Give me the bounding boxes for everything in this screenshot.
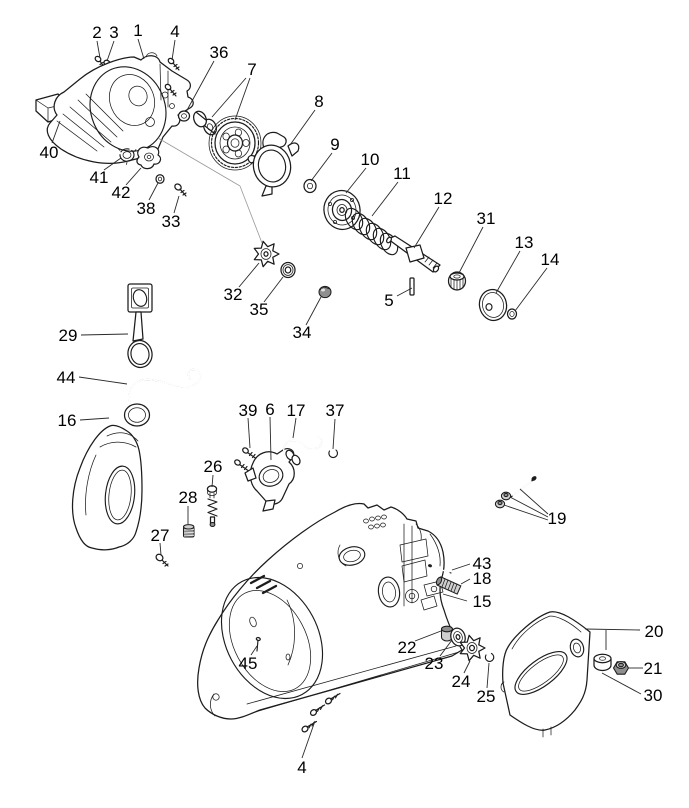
leader-line-part-16 bbox=[80, 418, 109, 420]
part-art-31-nut bbox=[449, 272, 466, 290]
leader-line-part-19 bbox=[520, 489, 548, 514]
part-art-33-screw bbox=[174, 183, 186, 196]
part-label-34: 34 bbox=[292, 323, 312, 342]
leader-line-part-39 bbox=[248, 418, 250, 448]
part-art-4-screws-bottom bbox=[301, 694, 340, 734]
part-label-45: 45 bbox=[238, 654, 258, 673]
part-art-8-pawl-plate bbox=[248, 132, 299, 196]
part-label-39: 39 bbox=[238, 401, 258, 420]
leader-line-part-44 bbox=[79, 377, 127, 384]
leader-line-part-19 bbox=[504, 505, 548, 520]
part-label-2: 2 bbox=[92, 23, 102, 42]
part-label-9: 9 bbox=[330, 135, 340, 154]
part-label-40: 40 bbox=[39, 143, 59, 162]
part-label-21: 21 bbox=[643, 659, 663, 678]
part-label-26: 26 bbox=[203, 457, 223, 476]
part-label-13: 13 bbox=[514, 233, 534, 252]
part-art-32-pinion-gear bbox=[254, 241, 279, 266]
part-label-12: 12 bbox=[433, 189, 453, 208]
part-art-5-pin bbox=[410, 278, 414, 295]
part-art-21-bar-nut bbox=[614, 662, 629, 675]
part-label-20: 20 bbox=[644, 622, 664, 641]
leader-line-part-8 bbox=[290, 110, 315, 145]
part-label-43: 43 bbox=[472, 554, 492, 573]
part-art-29-fuel-cap bbox=[126, 284, 154, 369]
part-art-1-starter-housing bbox=[47, 53, 193, 164]
part-label-24: 24 bbox=[451, 672, 471, 691]
part-label-38: 38 bbox=[136, 199, 156, 218]
leader-line-part-7 bbox=[235, 78, 250, 120]
part-label-6: 6 bbox=[265, 400, 275, 419]
part-label-35: 35 bbox=[249, 300, 269, 319]
part-label-17: 17 bbox=[286, 401, 306, 420]
part-art-10-clutch-drum bbox=[320, 187, 363, 233]
part-art-16-fuel-tank bbox=[73, 404, 150, 550]
part-art-9-washer bbox=[304, 180, 316, 193]
part-art-37-clip-ring bbox=[329, 450, 338, 458]
part-art-44-fuel-hose bbox=[129, 370, 201, 407]
part-art-20-clutch-cover bbox=[501, 612, 590, 737]
part-art-19-bar-bolt-nuts bbox=[495, 475, 537, 508]
part-label-7: 7 bbox=[247, 60, 257, 79]
part-label-14: 14 bbox=[540, 250, 560, 269]
leader-line-part-43 bbox=[452, 564, 470, 570]
leader-line-part-3 bbox=[107, 41, 114, 61]
leader-line-part-32 bbox=[239, 263, 259, 287]
parts-artwork bbox=[36, 53, 629, 737]
part-art-34-nut bbox=[319, 286, 331, 297]
part-label-31: 31 bbox=[476, 209, 496, 228]
part-label-27: 27 bbox=[150, 526, 170, 545]
part-art-26-screw-spring bbox=[207, 486, 217, 527]
part-label-18: 18 bbox=[472, 569, 492, 588]
leader-line-part-17 bbox=[293, 418, 296, 438]
part-label-41: 41 bbox=[89, 168, 109, 187]
part-label-22: 22 bbox=[397, 638, 417, 657]
leader-line-part-9 bbox=[311, 153, 332, 181]
part-label-30: 30 bbox=[643, 686, 663, 705]
part-label-15: 15 bbox=[472, 592, 492, 611]
leader-line-part-33 bbox=[174, 196, 179, 213]
part-art-38-washer bbox=[156, 175, 164, 184]
leader-line-part-34 bbox=[306, 297, 321, 325]
leader-line-part-11 bbox=[372, 182, 398, 216]
part-art-35-washer bbox=[281, 263, 295, 278]
part-label-33: 33 bbox=[161, 212, 181, 231]
leader-line-part-18 bbox=[461, 579, 470, 584]
part-label-19: 19 bbox=[547, 509, 567, 528]
part-label-29: 29 bbox=[58, 326, 78, 345]
leader-line-part-13 bbox=[496, 251, 520, 293]
part-label-25: 25 bbox=[476, 687, 496, 706]
leader-line-part-10 bbox=[346, 168, 366, 193]
part-art-36-nut bbox=[179, 111, 190, 121]
part-label-23: 23 bbox=[424, 654, 444, 673]
part-label-3: 3 bbox=[109, 23, 119, 42]
leader-line-part-37 bbox=[333, 419, 335, 449]
leader-line-part-26 bbox=[212, 475, 213, 487]
part-label-4: 4 bbox=[170, 22, 180, 41]
leader-line-part-1 bbox=[138, 39, 144, 59]
leader-line-part-14 bbox=[515, 268, 547, 311]
part-label-37: 37 bbox=[325, 401, 345, 420]
leader-line-part-20 bbox=[585, 629, 640, 630]
leader-line-part-7 bbox=[212, 78, 246, 117]
part-art-25-e-clip bbox=[485, 654, 493, 662]
leader-line-part-35 bbox=[264, 277, 283, 302]
leader-line-part-4 bbox=[172, 40, 175, 60]
part-art-28-grommet bbox=[184, 525, 195, 537]
leader-line-part-38 bbox=[149, 183, 158, 200]
part-label-44: 44 bbox=[56, 368, 76, 387]
leader-line-part-31 bbox=[459, 227, 483, 273]
leader-line-part-29 bbox=[81, 334, 128, 335]
leader-line-part-30 bbox=[602, 673, 641, 694]
part-label-4: 4 bbox=[297, 758, 307, 777]
leader-line-part-19 bbox=[510, 497, 548, 517]
part-label-10: 10 bbox=[360, 150, 380, 169]
part-art-30-washer-grommet bbox=[594, 654, 611, 670]
part-label-5: 5 bbox=[384, 291, 394, 310]
part-label-11: 11 bbox=[393, 164, 411, 183]
part-label-16: 16 bbox=[57, 411, 77, 430]
part-art-6-oil-pump bbox=[245, 449, 302, 511]
part-label-28: 28 bbox=[178, 488, 198, 507]
part-art-42-bracket bbox=[137, 147, 161, 169]
part-label-1: 1 bbox=[133, 21, 143, 40]
leader-line-part-25 bbox=[487, 663, 489, 688]
leader-line-part-15 bbox=[443, 594, 467, 601]
leader-line-part-12 bbox=[414, 207, 439, 248]
part-art-13-cover-disc bbox=[477, 287, 510, 323]
part-label-8: 8 bbox=[314, 92, 324, 111]
part-label-36: 36 bbox=[209, 43, 229, 62]
part-label-42: 42 bbox=[111, 183, 131, 202]
assembly-reference-line bbox=[240, 186, 262, 243]
leader-line-part-2 bbox=[97, 41, 100, 58]
part-label-32: 32 bbox=[223, 285, 243, 304]
part-art-45-chassis bbox=[198, 503, 462, 719]
